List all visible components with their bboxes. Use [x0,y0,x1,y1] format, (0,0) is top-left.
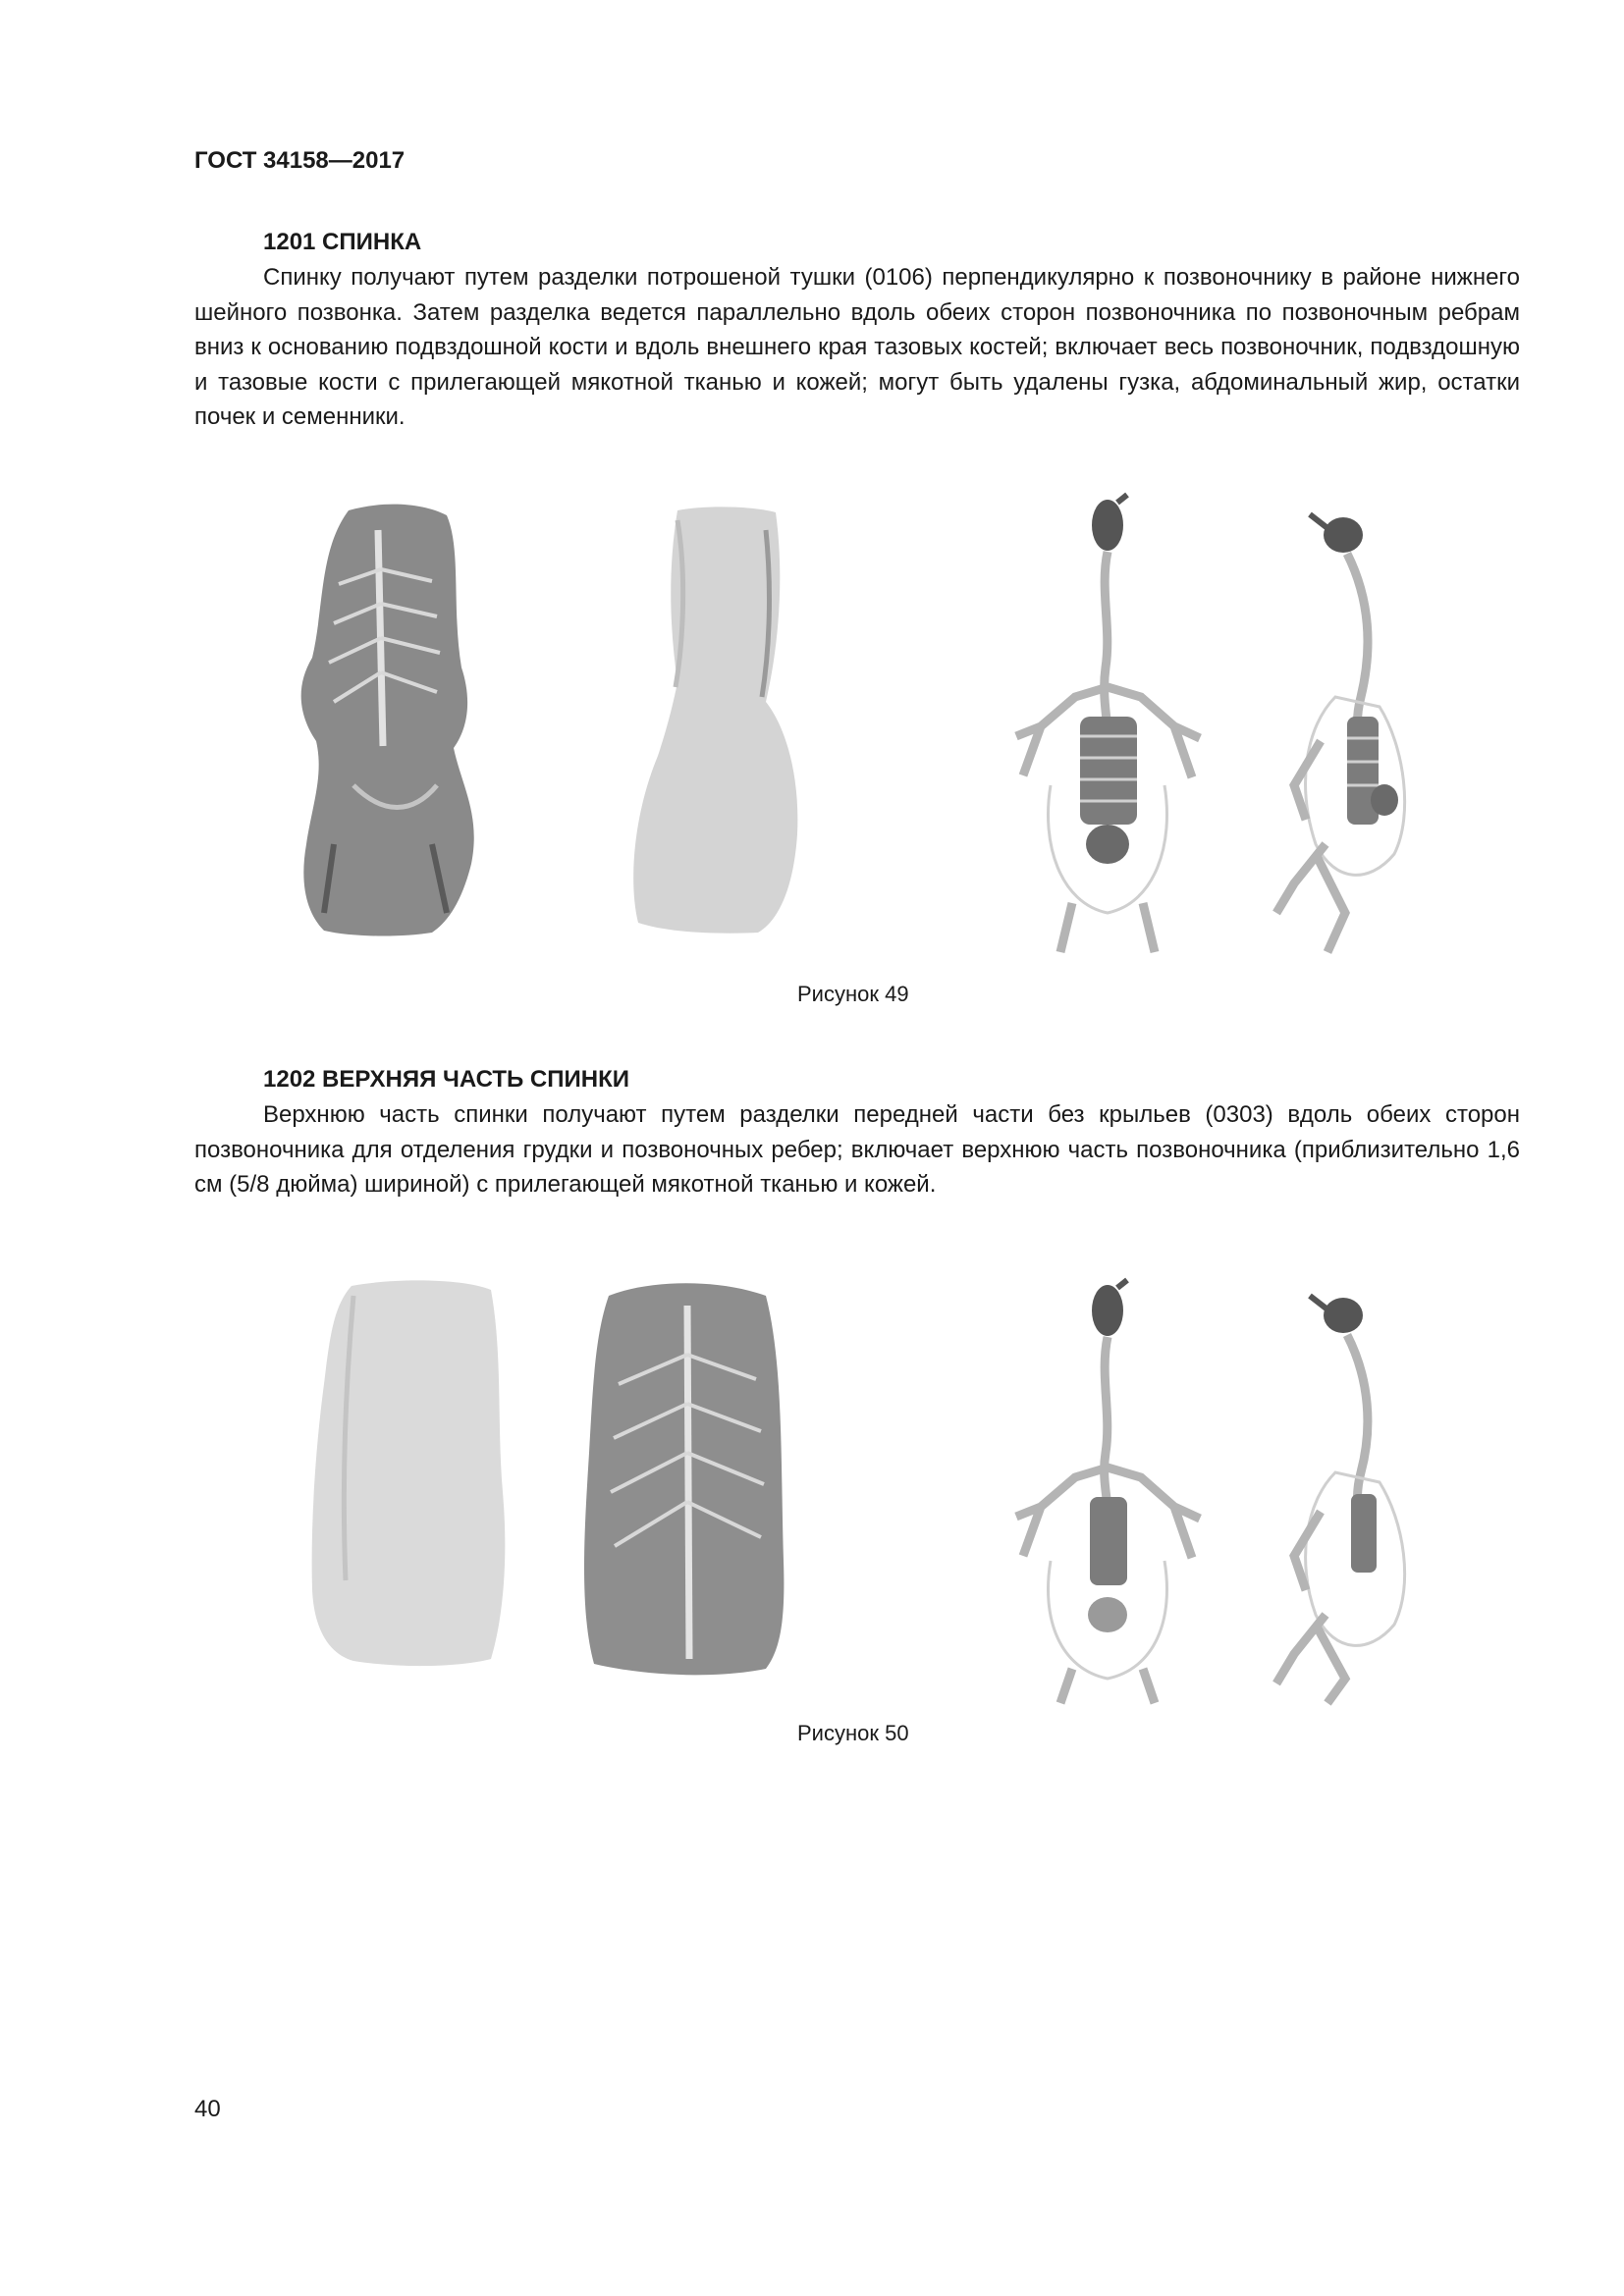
section-paragraph-1201-text: Спинку получают путем разделки потрошеной тушки (0106) перпендикулярно к позвоночнику в районе нижнего шейного позвонка. Затем разделка ведется параллельно вдоль обеих сторон позвоночника по позвоночным ребрам вниз к основанию подвздошной кости и вдоль внешнего края тазовых костей; включает весь позвоночник, подвздошную и тазовые кости с прилегающей мякотной тканью и кожей; могут быть удалены гузка, абдоминальный жир, остатки почек и семенники. [194,264,1520,430]
upper-back-photo-bone-side [584,1283,784,1675]
document-code: ГОСТ 34158—2017 [194,147,406,174]
backbone-photo-bone-side [301,505,474,936]
figure-caption-50: Рисунок 50 [797,1721,909,1745]
figure-caption-49: Рисунок 49 [797,982,909,1006]
page-number: 40 [194,2096,221,2122]
figure-49 [0,491,1624,962]
skeleton-diagram-lateral-upper [1276,1296,1405,1703]
skeleton-diagram-dorsal-upper [1016,1280,1200,1703]
skeleton-diagram-lateral-highlight [1276,514,1405,952]
skeleton-diagram-dorsal-highlight [1016,495,1200,952]
backbone-photo-skin-side [633,507,797,933]
section-title-1201: 1201 СПИНКА [263,229,422,255]
section-paragraph-1202-text: Верхнюю часть спинки получают путем разделки передней части без крыльев (0303) вдоль обеих сторон позвоночника для отделения грудки и позвоночных ребер; включает верхнюю часть позвоночника (приблизительно 1,6 см (5/8 дюйма) шириной) с прилегающей мякотной тканью и кожей. [194,1101,1520,1198]
upper-back-photo-skin-side [312,1280,506,1666]
figure-50 [0,1266,1624,1708]
section-paragraph-1201 [194,260,1520,435]
section-paragraph-1202 [194,1097,1520,1202]
section-title-1202: 1202 ВЕРХНЯЯ ЧАСТЬ СПИНКИ [263,1066,629,1093]
